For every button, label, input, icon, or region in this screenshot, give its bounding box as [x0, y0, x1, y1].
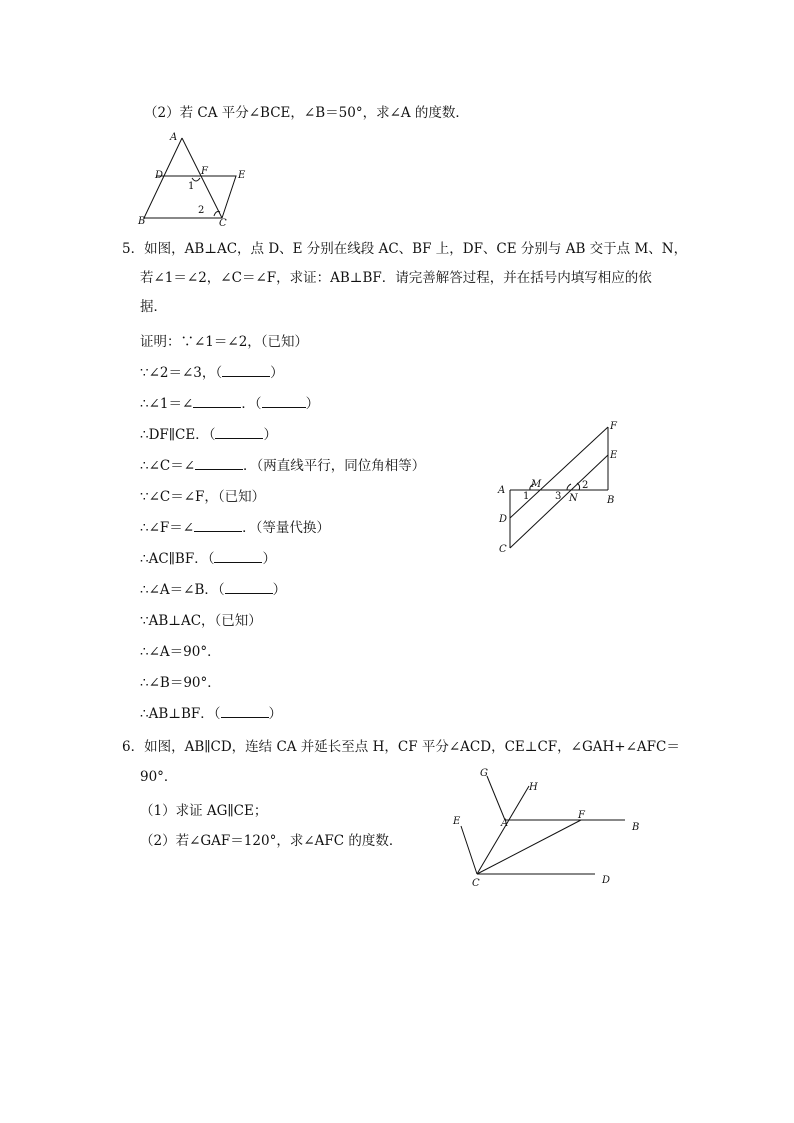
fig3-label-b: B: [632, 822, 640, 833]
proof-line-text: ）: [262, 551, 276, 567]
proof-line: [140, 488, 265, 506]
proof-line: [140, 364, 284, 382]
fig1-label-d: D: [155, 170, 164, 181]
q6-line2: 90°．: [140, 769, 178, 785]
proof-line-text: ）: [263, 427, 277, 443]
fig2-angle-3: [567, 484, 571, 490]
q5-line1: 5．如图，AB⊥AC，点 D、E 分别在线段 AC、BF 上，DF、CE 分别与 AB 交于点 M、N，: [122, 241, 688, 257]
fig3-label-d: D: [602, 875, 611, 886]
answer-blank[interactable]: [194, 519, 242, 532]
q6-part1: （1）求证 AG∥CE；: [140, 803, 268, 819]
fig3-label-c: C: [472, 878, 480, 889]
answer-blank[interactable]: [193, 395, 241, 408]
proof-line-text: ∴∠1＝∠: [140, 396, 194, 412]
q5-line2: 若∠1＝∠2，∠C＝∠F，求证：AB⊥BF．请完善解答过程，并在括号内填写相应的依: [140, 270, 652, 286]
proof-line-text: ∴∠A＝∠B．（: [140, 582, 225, 598]
answer-blank[interactable]: [195, 457, 243, 470]
fig2-label-d: D: [499, 514, 508, 525]
figure-angle-bisector: [445, 762, 645, 892]
proof-line-text: ∴∠C＝∠: [140, 458, 196, 474]
fig2-line-df: [510, 427, 608, 518]
figure-two-parallel-lines: [495, 418, 635, 558]
fig1-label-c: C: [219, 218, 227, 229]
proof-line-text: ．（等量代换）: [242, 520, 330, 536]
proof-line: [140, 333, 308, 351]
fig3-line-ce: [461, 826, 477, 874]
fig2-label-b: B: [607, 495, 615, 506]
fig2-label-2: 2: [582, 480, 589, 491]
q6-part2: （2）若∠GAF＝120°，求∠AFC 的度数．: [140, 833, 403, 849]
proof-line: [140, 581, 286, 599]
fig2-label-a: A: [498, 485, 506, 496]
answer-blank[interactable]: [222, 364, 270, 377]
proof-line-text: ∴AB⊥BF．（: [140, 706, 221, 722]
fig1-label-f: F: [201, 166, 208, 177]
q4-part2-text: （2）若 CA 平分∠BCE，∠B＝50°，求∠A 的度数．: [144, 105, 469, 121]
fig1-label-2: 2: [198, 205, 205, 216]
answer-blank[interactable]: [262, 395, 306, 408]
proof-line-text: ）: [268, 706, 282, 722]
proof-line-text: ）: [272, 582, 287, 598]
proof-line: [140, 550, 276, 568]
proof-line-text: ∴AC∥BF．（: [140, 551, 215, 567]
fig2-label-m: M: [531, 479, 542, 490]
fig1-label-b: B: [138, 216, 146, 227]
fig2-label-3: 3: [555, 491, 562, 502]
proof-line-text: ）: [305, 396, 320, 412]
fig2-label-n: N: [569, 493, 578, 504]
proof-line-text: ∴DF∥CE．（: [140, 427, 216, 443]
fig3-label-e: E: [453, 816, 461, 827]
answer-blank[interactable]: [214, 550, 262, 563]
proof-line-text: ．（两直线平行，同位角相等）: [243, 458, 426, 474]
fig3-line-ag: [487, 776, 505, 820]
answer-blank[interactable]: [215, 426, 263, 439]
fig1-label-a: A: [170, 132, 178, 143]
proof-line: [140, 519, 330, 537]
fig3-label-h: H: [529, 782, 538, 793]
fig2-label-f: F: [610, 421, 617, 432]
proof-line-text: ∵∠2＝∠3，（: [140, 365, 223, 381]
q6-line1: 6．如图，AB∥CD，连结 CA 并延长至点 H，CF 平分∠ACD，CE⊥CF，∠GAH+∠AFC＝: [122, 739, 680, 755]
proof-line-text: ∵AB⊥AC，（已知）: [140, 613, 262, 629]
answer-blank[interactable]: [225, 581, 273, 594]
fig2-label-1: 1: [523, 491, 530, 502]
fig3-label-a: A: [501, 818, 509, 829]
proof-line-text: ）: [270, 365, 284, 381]
answer-blank[interactable]: [221, 705, 269, 718]
proof-line: [140, 395, 319, 413]
figure-parallelogram: [130, 128, 260, 228]
proof-line: [140, 705, 282, 723]
proof-line-text: ∵∠C＝∠F，（已知）: [140, 489, 266, 505]
fig1-label-e: E: [238, 170, 246, 181]
proof-line-text: ∴∠B＝90°．: [140, 675, 221, 691]
proof-line: [140, 426, 277, 444]
proof-line: [140, 457, 425, 475]
fig2-label-c: C: [499, 544, 507, 555]
proof-line-text: 证明：∵∠1＝∠2，（已知）: [140, 334, 309, 350]
proof-line-text: ∴∠F＝∠: [140, 520, 195, 536]
fig1-label-1: 1: [188, 181, 195, 192]
q5-line3: 据．: [140, 299, 167, 315]
proof-line: [140, 674, 221, 692]
proof-line: [140, 643, 221, 661]
proof-line: [140, 612, 262, 630]
fig3-label-g: G: [480, 768, 488, 779]
fig3-label-f: F: [578, 810, 585, 821]
proof-line-text: ．（: [241, 396, 262, 412]
fig2-label-e: E: [610, 450, 618, 461]
proof-line-text: ∴∠A＝90°．: [140, 644, 221, 660]
